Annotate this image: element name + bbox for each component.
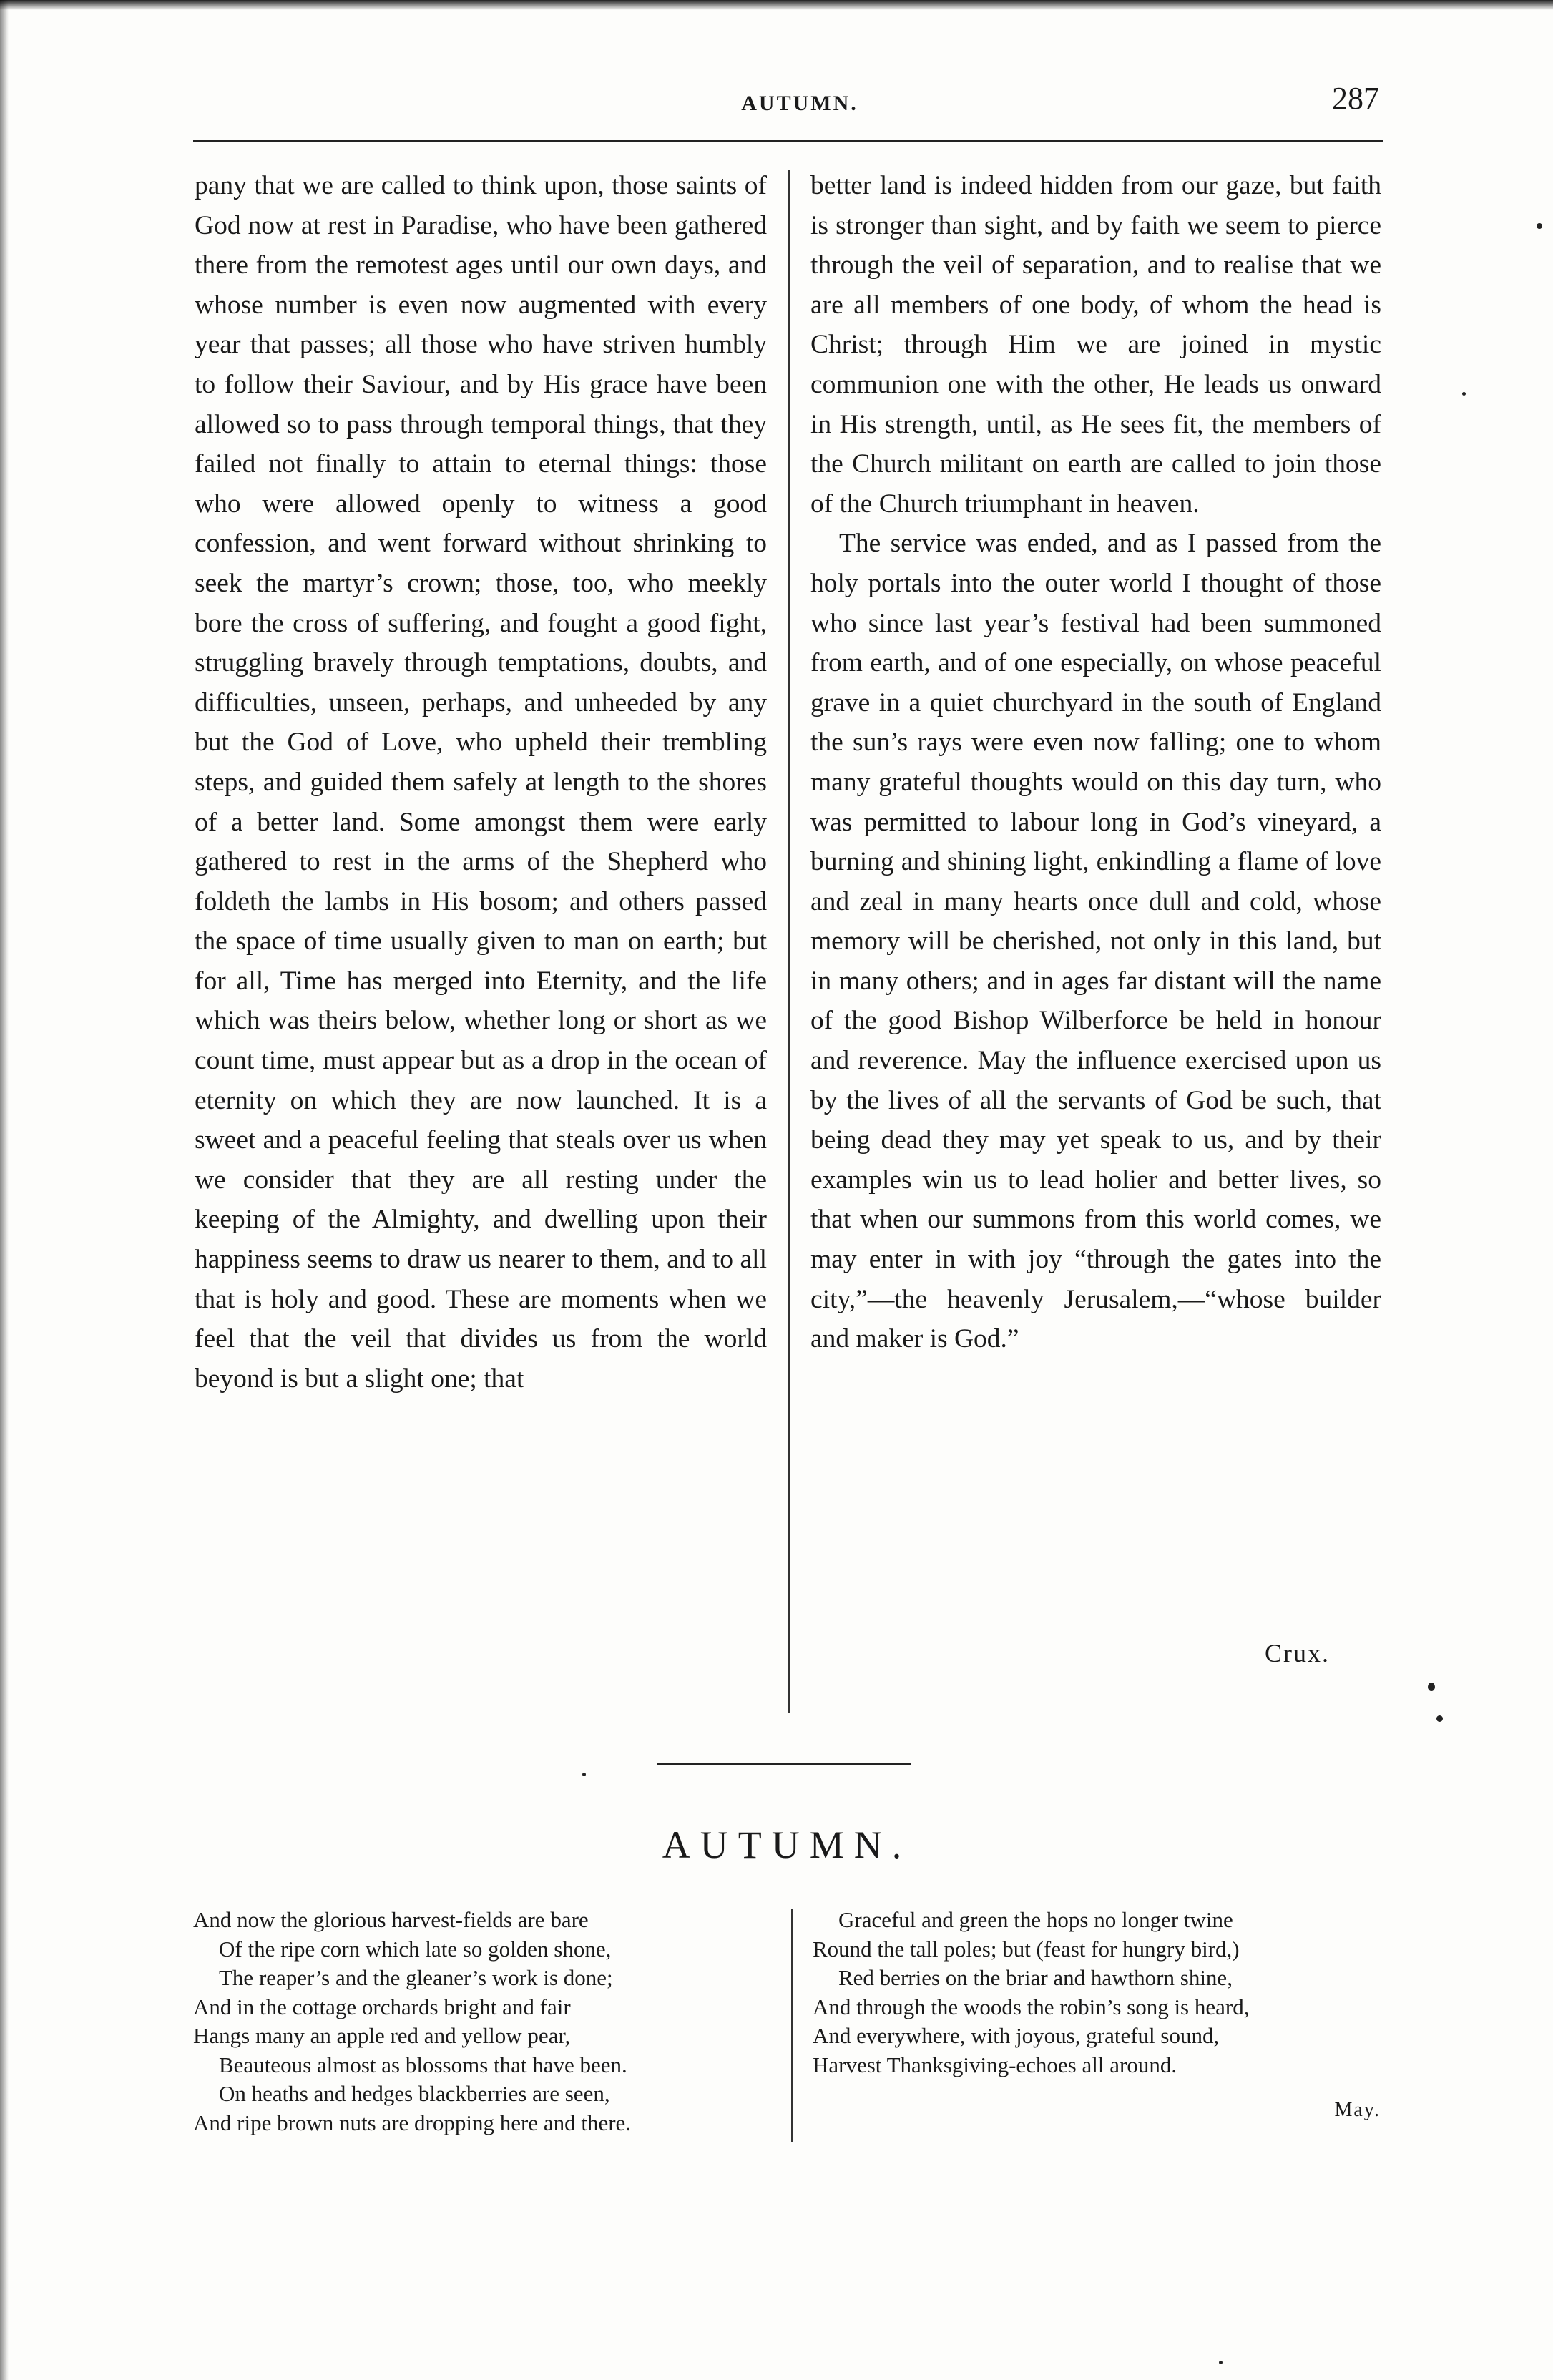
scan-edge-left <box>0 0 9 2380</box>
article-signature: Crux. <box>1265 1639 1330 1668</box>
poem-line: And everywhere, with joyous, grateful sound, <box>813 2023 1220 2048</box>
poem-line: On heaths and hedges blackberries are seen, <box>219 2081 610 2106</box>
section-divider <box>657 1763 911 1765</box>
poem-line: Red berries on the briar and hawthorn shine, <box>838 1965 1233 1990</box>
header-rule <box>193 140 1383 142</box>
running-title: AUTUMN. <box>741 92 858 115</box>
article-paragraph: The service was ended, and as I passed from the holy portals into the outer world I thought of those who since last year’s festival had been summoned from earth, and of one especially, on whose peaceful grave in a quiet churchyard in the south of England the sun’s rays were even now falling; one to whom many grateful thoughts would on this day turn, who was permitted to labour long in God’s vineyard, a burning and shining light, enkindling a flame of love and zeal in many hearts once dull and cold, whose memory will be cherished, not only in this land, but in many others; and in ages far distant will the name of the good Bishop Wilberforce be held in honour and reverence. May the influence exercised upon us by the lives of all the servants of God be such, that being dead they may yet speak to us, and by their examples win us to lead holier and better lives, so that when our summons from this world comes, we may enter in with joy “through the gates into the city,”—the heavenly Jerusalem,—“whose builder and maker is God.” <box>810 529 1381 1354</box>
poem-line: Harvest Thanksgiving-echoes all around. <box>813 2052 1177 2077</box>
ink-speck <box>1219 2361 1223 2364</box>
ink-speck <box>1436 1715 1443 1722</box>
poem-line: The reaper’s and the gleaner’s work is done; <box>219 1965 613 1990</box>
ink-speck <box>1537 223 1542 229</box>
poem-line: Beauteous almost as blossoms that have been. <box>219 2052 627 2077</box>
poem-column-divider <box>791 1909 793 2142</box>
poem-line: Graceful and green the hops no longer twine <box>838 1907 1233 1932</box>
poem-line: And through the woods the robin’s song is heard, <box>813 1994 1250 2019</box>
poem-author: May. <box>1334 2099 1381 2121</box>
article-right-column <box>810 166 1381 1359</box>
poem-line: Hangs many an apple red and yellow pear, <box>193 2023 571 2048</box>
poem-right-stanza <box>813 1906 1385 2080</box>
poem-left-stanza <box>193 1906 780 2137</box>
poem-line: And in the cottage orchards bright and fair <box>193 1994 571 2019</box>
poem-line: Of the ripe corn which late so golden shone, <box>219 1936 612 1962</box>
article-paragraph: better land is indeed hidden from our gaze, but faith is stronger than sight, and by faith we seem to pierce through the veil of separation, and to realise that we are all members of one body, of whom the head is Christ; through Him we are joined in mystic communion one with the other, He leads us onward in His strength, until, as He sees fit, the members of the Church militant on earth are called to join those of the Church triumphant in heaven. <box>810 171 1381 519</box>
scan-edge-top <box>0 0 1553 10</box>
ink-speck <box>1462 392 1466 396</box>
poem-line: And ripe brown nuts are dropping here and there. <box>193 2110 632 2135</box>
ink-speck <box>1428 1683 1435 1691</box>
poem-title: AUTUMN. <box>662 1823 912 1866</box>
article-paragraph: pany that we are called to think upon, those saints of God now at rest in Paradise, who have been gathered there from the remotest ages until our own days, and whose number is even now augmented with every year that passes; all those who have striven humbly to follow their Saviour, and by His grace have been allowed so to pass through temporal things, that they failed not finally to attain to eternal things: those who were allowed openly to witness a good confession, and went forward without shrinking to seek the martyr’s crown; those, too, who meekly bore the cross of suffering, and fought a good fight, struggling bravely through temptations, doubts, and difficulties, unseen, perhaps, and unheeded by any but the God of Love, who upheld their trembling steps, and guided them safely at length to the shores of a better land. Some amongst them were early gathered to rest in the arms of the Shepherd who foldeth the lambs in His bosom; and others passed the space of time usually given to man on earth; but for all, Time has merged into Eternity, and the life which was theirs below, whether long or short as we count time, must appear but as a drop in the ocean of eternity on which they are now launched. It is a sweet and a peaceful feeling that steals over us when we consider that they are all resting under the keeping of the Almighty, and dwelling upon their happiness seems to draw us nearer to them, and to all that is holy and good. These are moments when we feel that the veil that divides us from the world beyond is but a slight one; that <box>195 171 767 1394</box>
ink-speck <box>582 1773 586 1776</box>
column-divider <box>788 170 790 1713</box>
article-left-column <box>195 166 767 1399</box>
poem-line: Round the tall poles; but (feast for hungry bird,) <box>813 1936 1240 1962</box>
page-number: 287 <box>1332 81 1379 116</box>
poem-line: And now the glorious harvest-fields are bare <box>193 1907 589 1932</box>
